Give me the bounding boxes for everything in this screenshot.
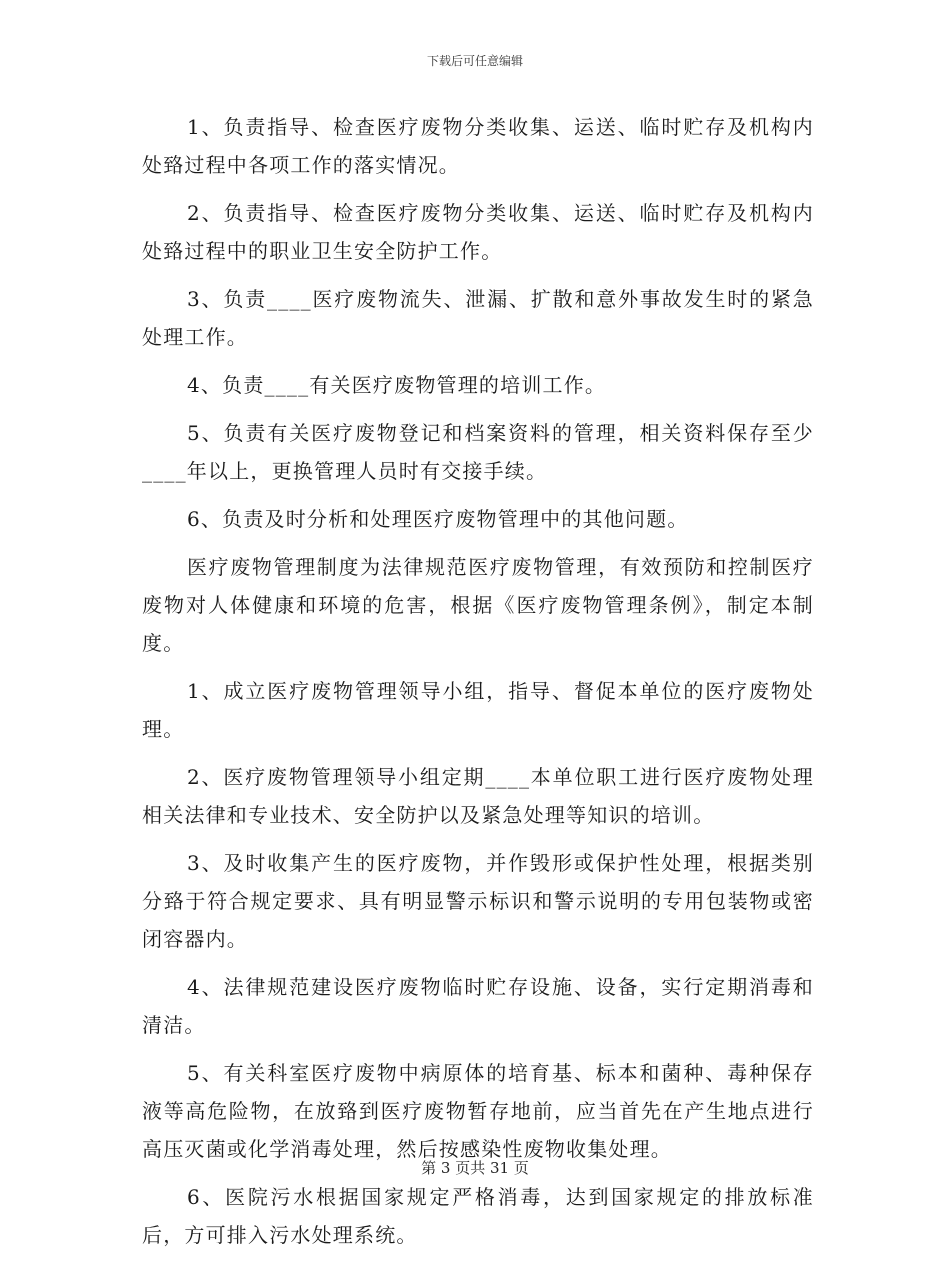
paragraph-rule-5: 5、有关科室医疗废物中病原体的培育基、标本和菌种、毒种保存液等高危险物，在放臵到医疗废物暂存地前，应当首先在产生地点进行高压灭菌或化学消毒处理，然后按感染性废物收集处理。 xyxy=(142,1061,814,1161)
paragraph-duty-4: 4、负责____有关医疗废物管理的培训工作。 xyxy=(187,373,607,397)
paragraph-duty-2: 2、负责指导、检查医疗废物分类收集、运送、临时贮存及机构内处臵过程中的职业卫生安全防护工作。 xyxy=(142,201,814,263)
paragraph-rule-3: 3、及时收集产生的医疗废物，并作毁形或保护性处理，根据类别分臵于符合规定要求、具有明显警示标识和警示说明的专用包装物或密闭容器内。 xyxy=(142,851,814,951)
paragraph-rule-1: 1、成立医疗废物管理领导小组，指导、督促本单位的医疗废物处理。 xyxy=(142,679,814,741)
page-header: 下载后可任意编辑 xyxy=(426,54,523,68)
paragraph-rule-6: 6、医院污水根据国家规定严格消毒，达到国家规定的排放标准后，方可排入污水处理系统。 xyxy=(142,1185,814,1247)
paragraph-system-intro: 医疗废物管理制度为法律规范医疗废物管理，有效预防和控制医疗废物对人体健康和环境的危害，根据《医疗废物管理条例》，制定本制度。 xyxy=(142,555,814,655)
paragraph-duty-3: 3、负责____医疗废物流失、泄漏、扩散和意外事故发生时的紧急处理工作。 xyxy=(142,287,814,349)
paragraph-duty-1: 1、负责指导、检查医疗废物分类收集、运送、临时贮存及机构内处臵过程中各项工作的落实情况。 xyxy=(142,115,814,177)
paragraph-rule-2: 2、医疗废物管理领导小组定期____本单位职工进行医疗废物处理相关法律和专业技术、安全防护以及紧急处理等知识的培训。 xyxy=(142,765,814,827)
paragraph-duty-5: 5、负责有关医疗废物登记和档案资料的管理，相关资料保存至少____年以上，更换管理人员时有交接手续。 xyxy=(142,421,814,483)
paragraph-rule-4: 4、法律规范建设医疗废物临时贮存设施、设备，实行定期消毒和清洁。 xyxy=(142,975,814,1037)
page-footer: 第 3 页共 31 页 xyxy=(421,1159,529,1177)
document-body xyxy=(142,108,814,1264)
paragraph-duty-6: 6、负责及时分析和处理医疗废物管理中的其他问题。 xyxy=(187,507,689,531)
